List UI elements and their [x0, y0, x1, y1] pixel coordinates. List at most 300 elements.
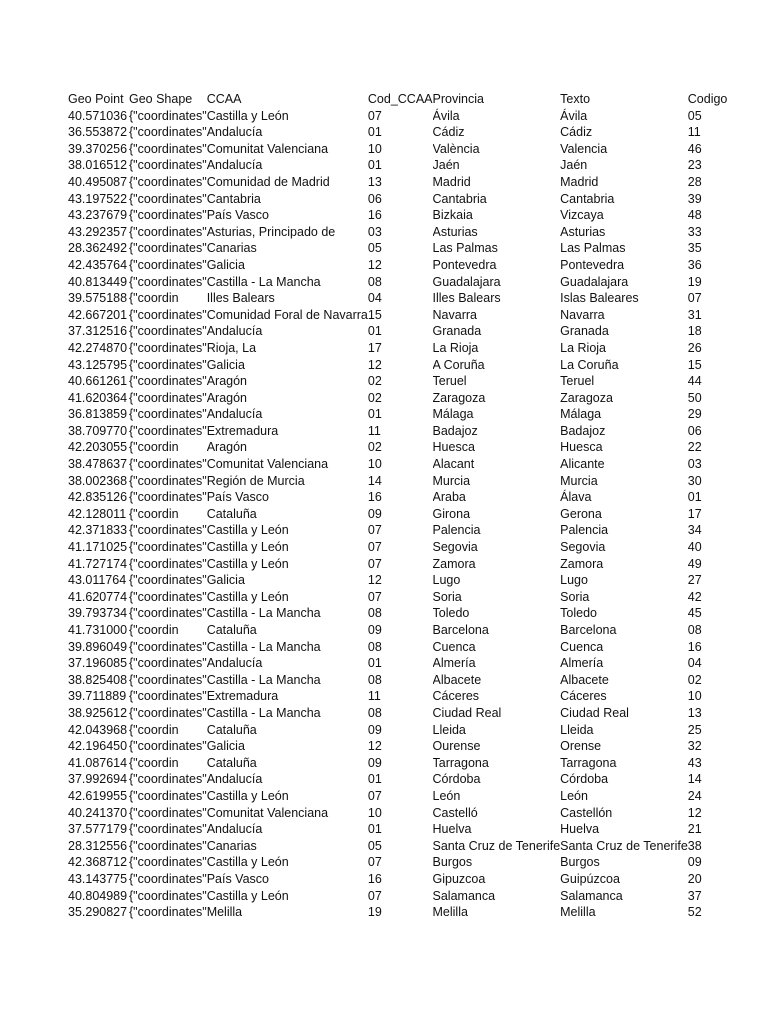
cell-texto: Guadalajara — [560, 274, 629, 289]
cell-codigo: 08 — [687, 623, 702, 637]
cell-geo-point: 41.087614 — [68, 755, 128, 770]
cell-geo-point: 42.274870 — [68, 340, 128, 355]
cell-ccaa: Comunidad de Madrid — [206, 174, 330, 189]
cell-codigo: 07 — [687, 291, 702, 306]
cell-codigo: 16 — [687, 639, 702, 654]
cell-codigo: 29 — [687, 407, 702, 422]
cell-geo-shape: {"coordinates" — [129, 191, 207, 206]
cell-geo-shape: {"coordinates" — [129, 739, 207, 754]
table-row — [68, 688, 733, 705]
cell-codigo: 36 — [687, 257, 702, 272]
cell-texto: Cantabria — [560, 191, 615, 206]
cell-cod-ccaa: 09 — [367, 722, 382, 737]
cell-codigo: 50 — [687, 390, 702, 405]
cell-ccaa: Aragón — [206, 440, 247, 455]
cell-codigo: 34 — [687, 523, 702, 538]
cell-ccaa: Canarias — [206, 838, 257, 853]
cell-geo-shape: {"coordin — [129, 506, 179, 521]
cell-texto: Asturias — [560, 224, 606, 239]
cell-codigo: 26 — [687, 340, 702, 355]
cell-texto: Gerona — [560, 506, 602, 521]
cell-provincia: Granada — [432, 324, 482, 339]
cell-codigo: 33 — [687, 224, 702, 239]
cell-geo-point: 38.478637 — [68, 457, 128, 472]
cell-geo-shape: {"coordinates" — [129, 888, 207, 903]
cell-provincia: Melilla — [432, 905, 468, 920]
cell-codigo: 27 — [687, 573, 702, 588]
cell-provincia: Jaén — [432, 158, 460, 173]
table-row — [68, 108, 733, 125]
cell-ccaa: Castilla - La Mancha — [206, 639, 321, 654]
cell-geo-point: 39.793734 — [68, 606, 128, 621]
cell-cod-ccaa: 11 — [367, 423, 381, 438]
cell-provincia: Barcelona — [432, 623, 489, 637]
header-geo-point: Geo Point — [68, 92, 124, 106]
cell-texto: Huesca — [560, 440, 603, 455]
cell-ccaa: Andalucía — [206, 656, 263, 671]
table-row — [68, 240, 733, 257]
cell-provincia: Badajoz — [432, 423, 478, 438]
table-row — [68, 589, 733, 606]
table-row — [68, 274, 733, 291]
cell-cod-ccaa: 11 — [367, 689, 381, 704]
cell-codigo: 17 — [687, 506, 702, 521]
cell-texto: Burgos — [560, 855, 600, 870]
cell-texto: Cáceres — [560, 689, 607, 704]
table-row — [68, 655, 733, 672]
cell-geo-point: 41.731000 — [68, 623, 128, 637]
cell-ccaa: Asturias, Principado de — [206, 224, 336, 239]
cell-geo-point: 38.016512 — [68, 158, 128, 173]
table-row — [68, 871, 733, 888]
cell-ccaa: Castilla y León — [206, 888, 289, 903]
cell-geo-point: 41.171025 — [68, 540, 128, 555]
cell-texto: Orense — [560, 739, 602, 754]
cell-provincia: Cantabria — [432, 191, 487, 206]
cell-provincia: Huesca — [432, 440, 475, 455]
table-row — [68, 224, 733, 241]
cell-texto: La Rioja — [560, 340, 607, 355]
header-provincia: Provincia — [432, 92, 484, 106]
cell-cod-ccaa: 05 — [367, 838, 382, 853]
cell-codigo: 04 — [687, 656, 702, 671]
cell-codigo: 37 — [687, 888, 702, 903]
cell-geo-shape: {"coordinates" — [129, 390, 207, 405]
cell-provincia: Segovia — [432, 540, 478, 555]
cell-codigo: 35 — [687, 241, 702, 256]
cell-geo-point: 43.143775 — [68, 871, 128, 886]
cell-ccaa: Castilla y León — [206, 556, 289, 571]
cell-codigo: 45 — [687, 606, 702, 621]
cell-texto: Madrid — [560, 174, 599, 189]
cell-geo-point: 42.435764 — [68, 257, 128, 272]
cell-provincia: Burgos — [432, 855, 473, 870]
cell-codigo: 43 — [687, 755, 702, 770]
cell-cod-ccaa: 08 — [367, 705, 382, 720]
table-row — [68, 572, 733, 589]
cell-geo-point: 39.370256 — [68, 141, 128, 156]
cell-texto: Barcelona — [560, 623, 617, 637]
cell-texto: Málaga — [560, 407, 602, 422]
cell-geo-shape: {"coordinates" — [129, 125, 207, 140]
cell-geo-point: 40.241370 — [68, 805, 128, 820]
cell-ccaa: Castilla - La Mancha — [206, 606, 321, 621]
cell-provincia: Bizkaia — [432, 208, 473, 223]
cell-texto: Alicante — [560, 457, 605, 472]
header-ccaa: CCAA — [206, 92, 242, 106]
cell-geo-shape: {"coordinates" — [129, 158, 207, 173]
cell-texto: Badajoz — [560, 423, 606, 438]
table-row — [68, 788, 733, 805]
cell-ccaa: País Vasco — [206, 871, 269, 886]
cell-geo-shape: {"coordinates" — [129, 274, 207, 289]
cell-codigo: 46 — [687, 141, 702, 156]
cell-geo-shape: {"coordinates" — [129, 589, 207, 604]
cell-geo-point: 42.196450 — [68, 739, 128, 754]
cell-ccaa: Andalucía — [206, 125, 263, 140]
cell-geo-point: 42.371833 — [68, 523, 128, 538]
cell-texto: Teruel — [560, 374, 595, 389]
cell-ccaa: Castilla y León — [206, 589, 289, 604]
cell-cod-ccaa: 16 — [367, 490, 382, 505]
cell-codigo: 31 — [687, 307, 702, 322]
cell-cod-ccaa: 09 — [367, 623, 382, 637]
header-texto: Texto — [560, 92, 591, 106]
cell-cod-ccaa: 12 — [367, 573, 382, 588]
cell-provincia: Araba — [432, 490, 466, 505]
cell-codigo: 39 — [687, 191, 702, 206]
cell-ccaa: Comunidad Foral de Navarra — [206, 307, 368, 322]
cell-provincia: Zamora — [432, 556, 476, 571]
cell-geo-point: 36.813859 — [68, 407, 128, 422]
cell-geo-shape: {"coordin — [129, 291, 179, 306]
cell-codigo: 22 — [687, 440, 702, 455]
table-row — [68, 390, 733, 407]
cell-provincia: Málaga — [432, 407, 474, 422]
spreadsheet — [68, 91, 733, 921]
table-row — [68, 722, 733, 739]
cell-cod-ccaa: 01 — [367, 407, 382, 422]
cell-provincia: Navarra — [432, 307, 477, 322]
cell-geo-point: 39.711889 — [68, 689, 127, 704]
cell-cod-ccaa: 16 — [367, 208, 382, 223]
cell-geo-shape: {"coordinates" — [129, 788, 207, 803]
cell-ccaa: Castilla y León — [206, 788, 289, 803]
cell-codigo: 49 — [687, 556, 702, 571]
cell-geo-point: 42.203055 — [68, 440, 128, 455]
cell-geo-point: 40.495087 — [68, 174, 128, 189]
cell-geo-shape: {"coordinates" — [129, 457, 207, 472]
cell-ccaa: Extremadura — [206, 689, 279, 704]
cell-texto: Soria — [560, 589, 590, 604]
cell-codigo: 06 — [687, 423, 702, 438]
table-row — [68, 307, 733, 324]
cell-provincia: Gipuzcoa — [432, 871, 486, 886]
cell-provincia: Cuenca — [432, 639, 476, 654]
cell-provincia: Asturias — [432, 224, 478, 239]
cell-provincia: Córdoba — [432, 772, 481, 787]
cell-texto: Huelva — [560, 822, 600, 837]
cell-cod-ccaa: 12 — [367, 357, 382, 372]
cell-codigo: 25 — [687, 722, 702, 737]
cell-provincia: Cáceres — [432, 689, 480, 704]
table-row — [68, 838, 733, 855]
cell-codigo: 38 — [687, 838, 702, 853]
cell-geo-point: 43.011764 — [68, 573, 127, 588]
cell-geo-shape: {"coordinates" — [129, 307, 207, 322]
cell-texto: Albacete — [560, 672, 609, 687]
cell-provincia: León — [432, 788, 461, 803]
cell-ccaa: Andalucía — [206, 407, 263, 422]
cell-provincia: Lleida — [432, 722, 466, 737]
cell-geo-point: 40.571036 — [68, 108, 128, 123]
cell-cod-ccaa: 12 — [367, 257, 382, 272]
table-row — [68, 456, 733, 473]
cell-ccaa: Castilla y León — [206, 523, 289, 538]
cell-cod-ccaa: 02 — [367, 440, 382, 455]
cell-provincia: Toledo — [432, 606, 470, 621]
cell-geo-shape: {"coordin — [129, 755, 179, 770]
table-row — [68, 174, 733, 191]
cell-geo-shape: {"coordinates" — [129, 838, 207, 853]
cell-geo-shape: {"coordinates" — [129, 556, 207, 571]
cell-cod-ccaa: 01 — [367, 822, 382, 837]
cell-texto: Santa Cruz de Tenerife — [560, 838, 688, 853]
cell-provincia: A Coruña — [432, 357, 485, 372]
cell-geo-shape: {"coordinates" — [129, 905, 207, 920]
cell-texto: León — [560, 788, 588, 803]
table-row — [68, 672, 733, 689]
cell-cod-ccaa: 04 — [367, 291, 382, 306]
cell-texto: Segovia — [560, 540, 606, 555]
cell-geo-point: 42.835126 — [68, 490, 128, 505]
cell-provincia: Pontevedra — [432, 257, 497, 272]
cell-cod-ccaa: 14 — [367, 473, 382, 488]
cell-cod-ccaa: 07 — [367, 855, 382, 870]
cell-geo-point: 38.709770 — [68, 423, 128, 438]
cell-geo-shape: {"coordinates" — [129, 324, 207, 339]
cell-provincia: Tarragona — [432, 755, 489, 770]
cell-geo-shape: {"coordinates" — [129, 573, 207, 588]
cell-provincia: Zaragoza — [432, 390, 486, 405]
cell-provincia: Huelva — [432, 822, 472, 837]
cell-codigo: 11 — [687, 125, 701, 140]
cell-texto: Zamora — [560, 556, 604, 571]
cell-cod-ccaa: 03 — [367, 224, 382, 239]
cell-cod-ccaa: 13 — [367, 174, 382, 189]
cell-codigo: 05 — [687, 108, 702, 123]
cell-codigo: 30 — [687, 473, 702, 488]
cell-cod-ccaa: 19 — [367, 905, 382, 920]
cell-texto: Murcia — [560, 473, 598, 488]
cell-cod-ccaa: 09 — [367, 506, 382, 521]
cell-geo-shape: {"coordinates" — [129, 423, 207, 438]
cell-geo-shape: {"coordinates" — [129, 224, 207, 239]
cell-texto: Granada — [560, 324, 609, 339]
cell-codigo: 28 — [687, 174, 702, 189]
cell-ccaa: Melilla — [206, 905, 243, 920]
cell-ccaa: Comunitat Valenciana — [206, 805, 329, 820]
table-row — [68, 373, 733, 390]
header-row — [68, 91, 733, 108]
cell-cod-ccaa: 12 — [367, 739, 382, 754]
cell-codigo: 48 — [687, 208, 702, 223]
table-row — [68, 738, 733, 755]
cell-geo-shape: {"coordinates" — [129, 822, 207, 837]
cell-texto: Zaragoza — [560, 390, 613, 405]
cell-texto: Cádiz — [560, 125, 593, 140]
cell-provincia: Girona — [432, 506, 471, 521]
cell-geo-shape: {"coordinates" — [129, 340, 207, 355]
cell-cod-ccaa: 07 — [367, 589, 382, 604]
table-row — [68, 506, 733, 523]
table-row — [68, 755, 733, 772]
cell-codigo: 13 — [687, 705, 702, 720]
cell-ccaa: Andalucía — [206, 324, 263, 339]
cell-geo-point: 43.237679 — [68, 208, 128, 223]
cell-cod-ccaa: 10 — [367, 805, 382, 820]
cell-ccaa: Cataluña — [206, 623, 257, 637]
cell-cod-ccaa: 08 — [367, 606, 382, 621]
cell-codigo: 09 — [687, 855, 702, 870]
cell-geo-point: 41.727174 — [68, 556, 128, 571]
cell-provincia: Las Palmas — [432, 241, 498, 256]
table-row — [68, 556, 733, 573]
cell-ccaa: Castilla - La Mancha — [206, 274, 321, 289]
cell-codigo: 44 — [687, 374, 702, 389]
cell-ccaa: Aragón — [206, 374, 247, 389]
cell-geo-point: 38.825408 — [68, 672, 128, 687]
header-geo-shape: Geo Shape — [129, 92, 193, 106]
cell-cod-ccaa: 08 — [367, 639, 382, 654]
cell-texto: Vizcaya — [560, 208, 604, 223]
cell-codigo: 12 — [687, 805, 702, 820]
cell-provincia: Ávila — [432, 108, 460, 123]
table-row — [68, 854, 733, 871]
cell-ccaa: Castilla - La Mancha — [206, 672, 321, 687]
cell-cod-ccaa: 02 — [367, 390, 382, 405]
cell-cod-ccaa: 16 — [367, 871, 382, 886]
cell-texto: Castellón — [560, 805, 613, 820]
cell-cod-ccaa: 09 — [367, 755, 382, 770]
table-row — [68, 357, 733, 374]
cell-provincia: Alacant — [432, 457, 475, 472]
cell-ccaa: País Vasco — [206, 490, 269, 505]
cell-codigo: 32 — [687, 739, 702, 754]
cell-texto: Álava — [560, 490, 592, 505]
cell-ccaa: Canarias — [206, 241, 257, 256]
cell-ccaa: Andalucía — [206, 822, 263, 837]
cell-codigo: 21 — [687, 822, 702, 837]
cell-texto: Pontevedra — [560, 257, 625, 272]
table-row — [68, 904, 733, 921]
cell-ccaa: Extremadura — [206, 423, 279, 438]
cell-cod-ccaa: 07 — [367, 788, 382, 803]
cell-provincia: Murcia — [432, 473, 471, 488]
cell-provincia: Teruel — [432, 374, 467, 389]
cell-geo-point: 42.667201 — [68, 307, 128, 322]
table-row — [68, 522, 733, 539]
cell-codigo: 52 — [687, 905, 702, 920]
cell-texto: Lugo — [560, 573, 588, 588]
cell-provincia: Palencia — [432, 523, 481, 538]
cell-ccaa: País Vasco — [206, 208, 269, 223]
cell-texto: Toledo — [560, 606, 597, 621]
cell-ccaa: Andalucía — [206, 772, 263, 787]
cell-cod-ccaa: 08 — [367, 274, 382, 289]
cell-cod-ccaa: 01 — [367, 158, 382, 173]
table-row — [68, 406, 733, 423]
cell-geo-shape: {"coordinates" — [129, 772, 207, 787]
cell-geo-shape: {"coordinates" — [129, 672, 207, 687]
cell-provincia: Lugo — [432, 573, 461, 588]
cell-codigo: 01 — [687, 490, 702, 505]
cell-geo-shape: {"coordinates" — [129, 606, 207, 621]
cell-geo-point: 41.620774 — [68, 589, 128, 604]
cell-cod-ccaa: 07 — [367, 888, 382, 903]
cell-cod-ccaa: 07 — [367, 523, 382, 538]
cell-geo-point: 42.128011 — [68, 506, 127, 521]
table-row — [68, 771, 733, 788]
cell-texto: Guipúzcoa — [560, 871, 620, 886]
cell-geo-point: 40.661261 — [68, 374, 128, 389]
cell-texto: Melilla — [560, 905, 596, 920]
cell-geo-shape: {"coordinates" — [129, 374, 207, 389]
cell-geo-point: 42.619955 — [68, 788, 128, 803]
cell-codigo: 20 — [687, 871, 702, 886]
cell-geo-shape: {"coordinates" — [129, 689, 207, 704]
cell-codigo: 40 — [687, 540, 702, 555]
header-codigo: Codigo — [687, 92, 728, 106]
cell-provincia: Cádiz — [432, 125, 465, 140]
cell-codigo: 02 — [687, 672, 702, 687]
table-row — [68, 605, 733, 622]
table-row — [68, 805, 733, 822]
cell-ccaa: Aragón — [206, 390, 247, 405]
cell-codigo: 10 — [687, 689, 702, 704]
cell-ccaa: Galicia — [206, 573, 245, 588]
cell-provincia: Soria — [432, 589, 462, 604]
cell-geo-shape: {"coordinates" — [129, 805, 207, 820]
cell-cod-ccaa: 01 — [367, 125, 382, 140]
cell-texto: Ciudad Real — [560, 705, 629, 720]
table-row — [68, 207, 733, 224]
cell-geo-shape: {"coordinates" — [129, 523, 207, 538]
cell-geo-point: 40.804989 — [68, 888, 128, 903]
table-row — [68, 622, 733, 639]
cell-ccaa: Cantabria — [206, 191, 261, 206]
cell-geo-shape: {"coordin — [129, 440, 179, 455]
cell-texto: Lleida — [560, 722, 594, 737]
cell-geo-shape: {"coordinates" — [129, 540, 207, 555]
cell-geo-shape: {"coordinates" — [129, 357, 207, 372]
table-row — [68, 124, 733, 141]
cell-ccaa: Comunitat Valenciana — [206, 457, 329, 472]
cell-cod-ccaa: 10 — [367, 457, 382, 472]
cell-cod-ccaa: 01 — [367, 772, 382, 787]
cell-cod-ccaa: 06 — [367, 191, 382, 206]
cell-geo-point: 42.043968 — [68, 722, 128, 737]
cell-geo-shape: {"coordin — [129, 722, 179, 737]
cell-texto: Almería — [560, 656, 604, 671]
table-row — [68, 157, 733, 174]
cell-geo-point: 37.312516 — [68, 324, 128, 339]
cell-geo-point: 43.197522 — [68, 191, 128, 206]
cell-geo-point: 28.362492 — [68, 241, 128, 256]
cell-geo-point: 43.125795 — [68, 357, 128, 372]
cell-geo-point: 38.002368 — [68, 473, 128, 488]
cell-codigo: 15 — [687, 357, 702, 372]
